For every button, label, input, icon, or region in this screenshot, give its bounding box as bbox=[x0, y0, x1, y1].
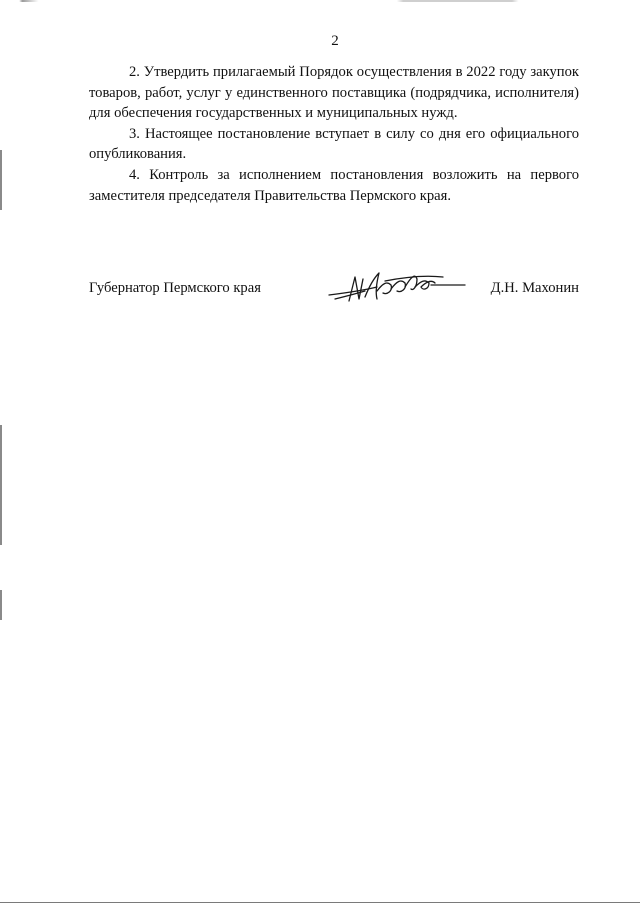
signatory-name: Д.Н. Махонин bbox=[490, 280, 579, 296]
handwritten-signature bbox=[325, 265, 475, 309]
document-body bbox=[89, 62, 579, 206]
paragraph-item-4: 4. Контроль за исполнением постановления возложить на первого заместителя председателя Правительства Пермского края. bbox=[89, 166, 579, 204]
paragraph-item-2: 2. Утвердить прилагаемый Порядок осуществления в 2022 году закупок товаров, работ, услуг у единственного поставщика (подрядчика, исполнителя) для обеспечения государственных и муниципальных нужд. bbox=[89, 64, 579, 122]
signatory-position: Губернатор Пермского края bbox=[89, 280, 261, 296]
scan-edge-left bbox=[0, 590, 2, 620]
page-number: 2 bbox=[331, 33, 339, 49]
scan-edge-left bbox=[0, 150, 2, 210]
scan-edge-top bbox=[0, 0, 640, 2]
scan-edge-left bbox=[0, 425, 2, 545]
scan-edge-bottom bbox=[0, 902, 640, 903]
signature-block bbox=[89, 277, 579, 307]
paragraph-item-3: 3. Настоящее постановление вступает в силу со дня его официального опубликования. bbox=[89, 125, 579, 163]
